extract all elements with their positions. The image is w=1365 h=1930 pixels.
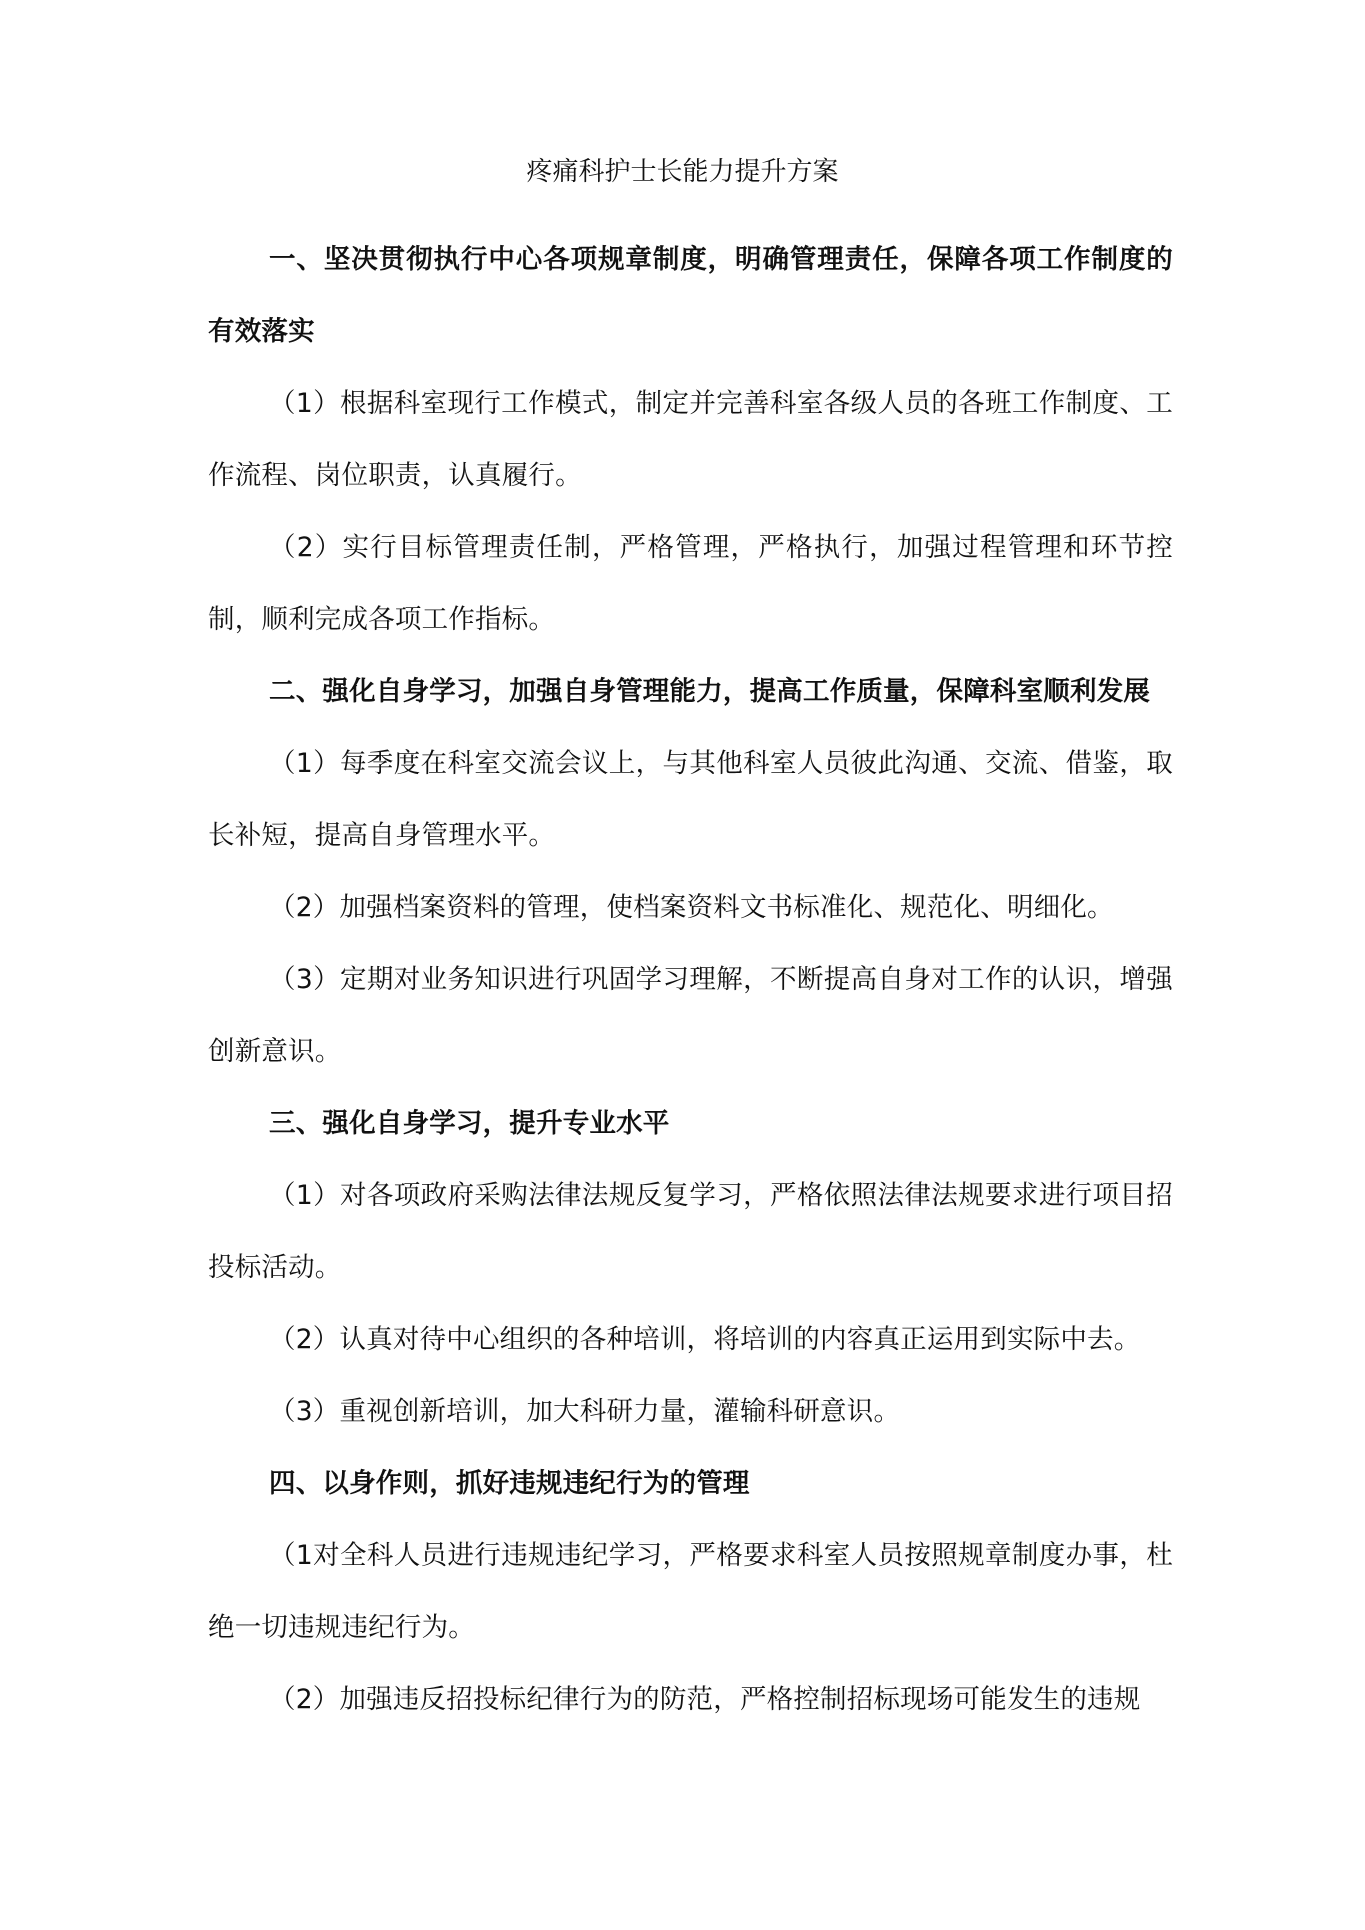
- section-heading-1: 一、坚决贯彻执行中心各项规章制度，明确管理责任，保障各项工作制度的有效落实: [208, 244, 1173, 347]
- paragraph-3-1: （1）对各项政府采购法律法规反复学习，严格依照法律法规要求进行项目招投标活动。: [208, 1180, 1173, 1283]
- section-heading-4: 四、以身作则，抓好违规违纪行为的管理: [269, 1468, 750, 1499]
- paragraph-1-1: （1）根据科室现行工作模式，制定并完善科室各级人员的各班工作制度、工作流程、岗位职责，认真履行。: [208, 388, 1173, 491]
- paragraph-3-2: （2）认真对待中心组织的各种培训，将培训的内容真正运用到实际中去。: [269, 1324, 1141, 1355]
- paragraph-2-2: （2）加强档案资料的管理，使档案资料文书标准化、规范化、明细化。: [269, 892, 1114, 923]
- paragraph-2-1: （1）每季度在科室交流会议上，与其他科室人员彼此沟通、交流、借鉴，取长补短，提高自身管理水平。: [208, 748, 1173, 851]
- paragraph-4-1: （1对全科人员进行违规违纪学习，严格要求科室人员按照规章制度办事，杜绝一切违规违纪行为。: [208, 1540, 1173, 1643]
- section-heading-3: 三、强化自身学习，提升专业水平: [269, 1108, 670, 1139]
- paragraph-4-2: （2）加强违反招投标纪律行为的防范，严格控制招标现场可能发生的违规: [269, 1684, 1141, 1715]
- paragraph-3-3: （3）重视创新培训，加大科研力量，灌输科研意识。: [269, 1396, 901, 1427]
- section-heading-2: 二、强化自身学习，加强自身管理能力，提高工作质量，保障科室顺利发展: [269, 676, 1151, 707]
- paragraph-1-2: （2）实行目标管理责任制，严格管理，严格执行，加强过程管理和环节控制，顺利完成各项工作指标。: [208, 532, 1173, 635]
- paragraph-2-3: （3）定期对业务知识进行巩固学习理解，不断提高自身对工作的认识，增强创新意识。: [208, 964, 1173, 1067]
- document-title: 疼痛科护士长能力提升方案: [526, 157, 839, 187]
